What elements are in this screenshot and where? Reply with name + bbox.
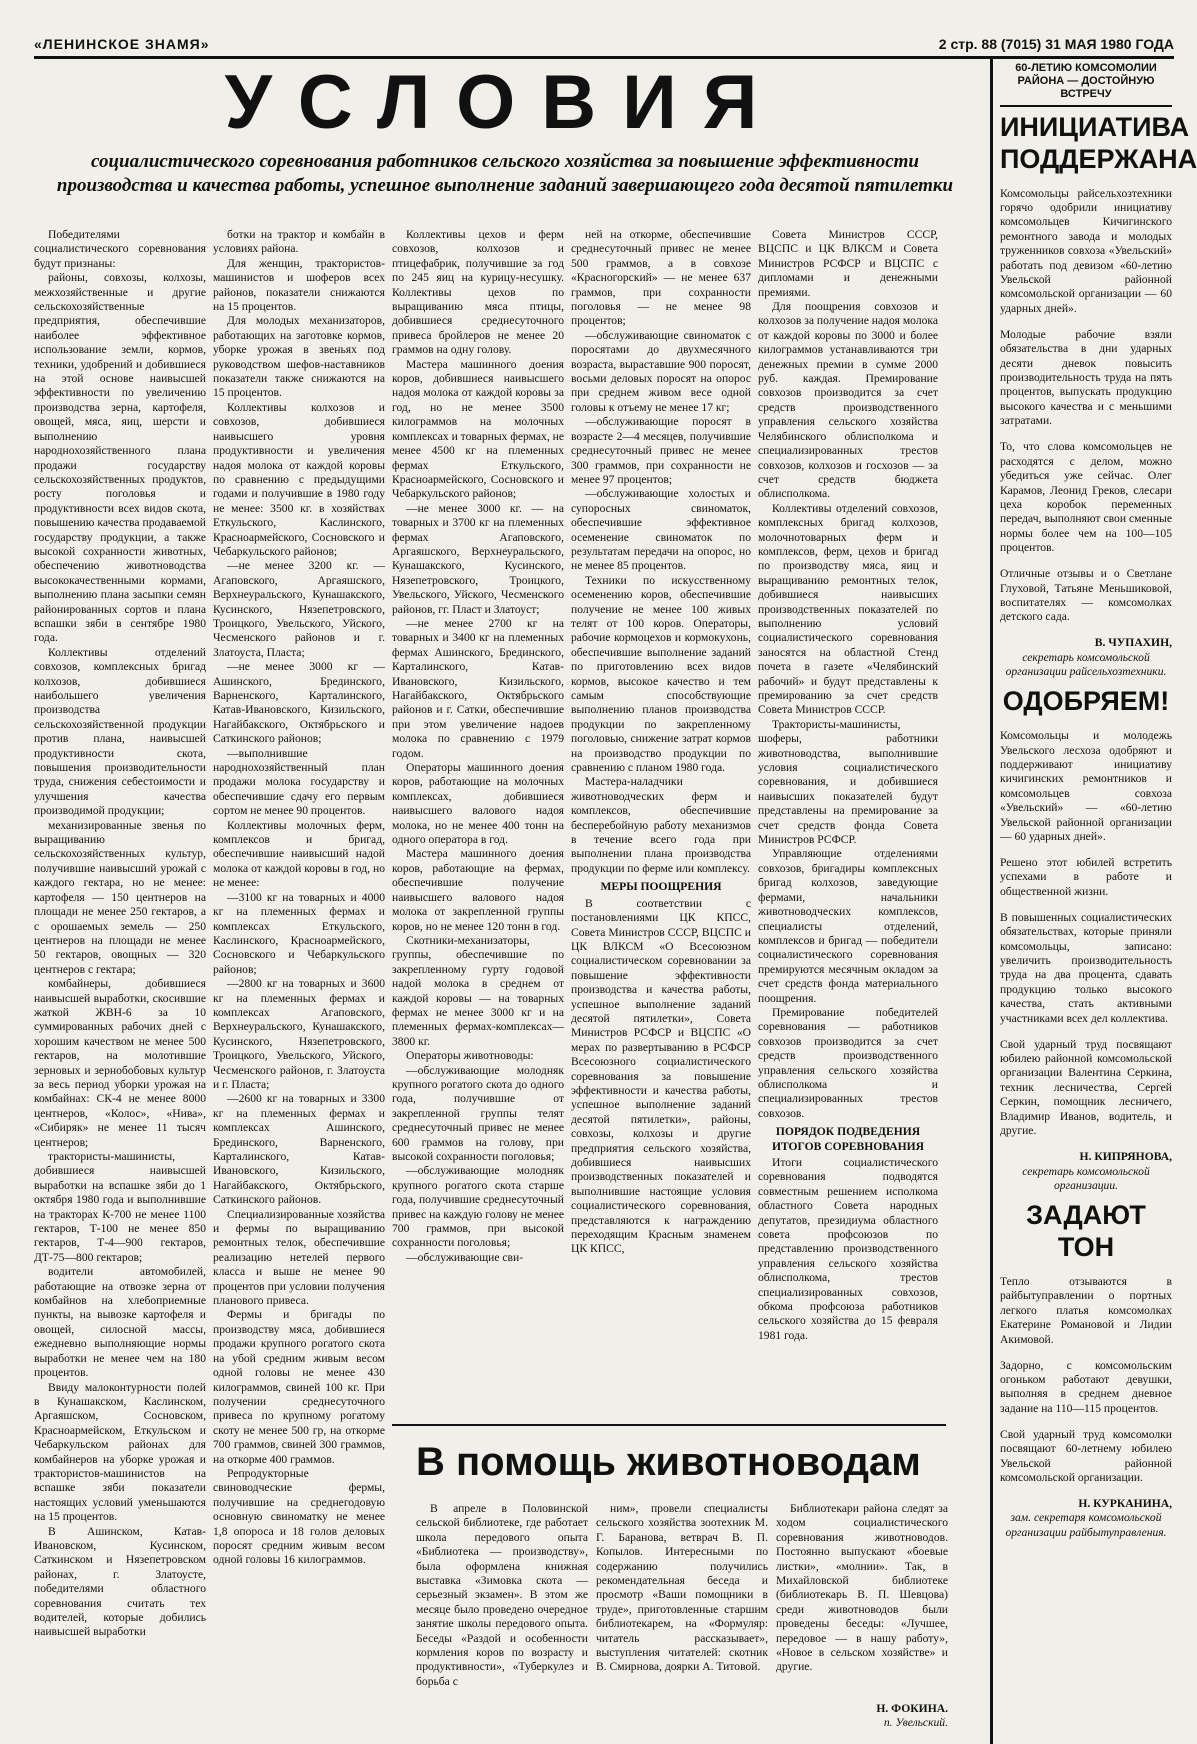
paragraph: —обслуживающие холостых и супоросных свиноматок, обеспечившие эффективное осеменение свиноматок по результатам передачи на опорос, но не менее 85 процентов.	[571, 487, 751, 573]
paragraph: Премирование победителей соревнования — работников совхозов производится за счет средств производственного управления сельского хозяйства облисполкома и специализированных трестов совхозов.	[758, 1005, 938, 1120]
paragraph: Для женщин, трактористов-машинистов и шоферов всех районов, показатели снижаются на 15 процентов.	[213, 256, 385, 314]
paragraph: В повышенных социалистических обязательствах, которые приняли комсомольцы, записано: увеличить производительность труда на два процента, сдавать продукцию только высокого качества, стать активными участниками всех дел коллектива.	[1000, 910, 1172, 1025]
paragraph: Итоги социалистического соревнования подводятся совместным решением исполкома областного Совета народных депутатов, президиума областного совета профсоюзов по представлению производственного управления сельского хозяйства облисполкома, трестов специализированных совхозов, обкома профсоюза работников сельского хозяйства до 15 февраля 1981 года.	[758, 1156, 938, 1342]
headline-set-tone: ЗАДАЮТ ТОН	[1026, 1200, 1146, 1263]
signature-chupakhin	[1000, 636, 1172, 679]
paragraph: Мастера машинного доения коров, работающие на фермах, обеспечившие получение наивысшего валового надоя молока от закрепленной группы коров, но не менее 120 тонн в год.	[392, 847, 564, 933]
paragraph: —обслуживающие сви-	[406, 1250, 524, 1264]
paragraph: Специализированные хозяйства и фермы по выращиванию ремонтных телок, обеспечившие реализацию нетелей первого класса и выше не менее 90 процентов при условии получения планового привеса.	[213, 1207, 385, 1308]
paragraph: —не менее 3000 кг. — на товарных и 3700 кг на племенных фермах Агаповского, Аргаяшского, Верхнеуральского, Кунашакского, Кусинского, Нязепетровского, Троицкого, Увельского, Уйского, Чесменского районов, гг. Пласт и Златоуст;	[392, 501, 564, 616]
paragraph: трактористы-машинисты, добившиеся наивысшей выработки на вспашке зяби до 1 октября 1980 года и выполнившие на тракторах К-700 не менее 1100 гектаров, Т-100 не менее 850 гектаров, Т-4—900 гектаров, ДТ-75—800 гектаров;	[34, 1150, 206, 1264]
paragraph: ней на откорме, обеспечившие среднесуточный привес не менее 500 граммов, а в совхозе «Красногорский» — не менее 637 граммов, при сохранности поголовья — не менее 98 процентов;	[571, 228, 751, 328]
paragraph: Комсомольцы райсельхозтехники горячо одобрили инициативу комсомольцев Кичигинского ремонтного завода и молодых труженников совхоза «Увельский» работать под девизом «60-летию Увельской районной комсомольской организации — 60 ударных дней».	[1000, 186, 1172, 315]
paragraph: Комсомольцы и молодежь Увельского лесхоза одобряют и поддерживают инициативу кичигинских ремонтников и комсомольцев совхоза «Увельский» — «60-летию Увельской районной организации — 60 ударных дней».	[1000, 729, 1172, 843]
paragraph: Операторы животноводы:	[406, 1049, 534, 1063]
paragraph: То, что слова комсомольцев не расходятся с делом, можно убедиться уже сейчас. Олег Карамов, Леонид Греков, слесари цеха коробок переменных передач, выполняют свои сменные нормы более чем на 100—105 процентов.	[1000, 440, 1172, 555]
paragraph: Коллективы колхозов и совхозов, добившиеся наивысшего уровня продуктивности и увеличения надоя молока от каждой коровы по сравнению с предыдущими годами и получившие в 1980 году не менее: 3500 кг. в хозяйствах Еткульского, Каслинского, Красноармейского, Сосновского и Чебаркульского районов;	[213, 400, 385, 558]
paragraph: —не менее 3000 кг — Ашинского, Брединского, Варненского, Карталинского, Катав-Ивановского, Кизильского, Нагайбакского, Октябрьского и Саткинского районов;	[213, 660, 385, 746]
paragraph: механизированные звенья по выращиванию сельскохозяйственных культур, получившие наивысший урожай с каждого гектара, но не менее: картофеля — 150 центнеров на площади не менее 250 гектаров, а с орошаемых земель — 250 центнеров на площади не менее 50 гектаров, овощных — 320 центнеров с гектара;	[34, 818, 206, 976]
signature-kurkanina	[1000, 1497, 1172, 1540]
paragraph: ним», провели специалисты сельского хозяйства зоотехник М. Г. Баранова, ветврач В. П. Копылов. Интересными по содержанию получились рекомендательная беседа и просмотр «Ваши помощники в труде», приготовленные старшим библиотекарем, на «Формуляр: читатель рассказывает», выступления читателей: скотник В. Смирнова, доярки А. Титовой.	[596, 1502, 768, 1674]
paragraph: —2800 кг на товарных и 3600 кг на племенных фермах и комплексах Агаповского, Верхнеуральского, Кунашакского, Кусинского, Нязепетровского, Троицкого, Увельского, Уйского, Чесменского районов, г. Златоуста и г. Пласта;	[213, 977, 385, 1091]
paragraph: Тепло отзываются в райбытуправлении о портных легкого платья комсомолках Екатерине Романовой и Лидии Акимовой.	[1000, 1274, 1172, 1346]
paragraph: районы, совхозы, колхозы, межхозяйственные и другие сельскохозяйственные предприятия, обеспечившие наиболее эффективное использование земли, кормов, техники, удобрений и добившиеся на этой основе наивысшей эффективности по увеличению производства зерна, картофеля, овощей, мяса, яиц, шерсти и выполнению народнохозяйственного плана продажи государству сельскохозяйственных продуктов, росту поголовья и продуктивности всех видов скота, повышению качества продаваемой государству продукции, а также высокой сохранности животных, обеспечению животноводства высококачественными кормами, выполнению плана засыпки семян районированных сортов и плана вспашки зяби в сентябре 1980 года.	[34, 271, 206, 645]
signature-kipryanova	[1000, 1150, 1172, 1193]
masthead	[34, 36, 1174, 56]
paragraph: Совета Министров СССР, ВЦСПС и ЦК ВЛКСМ и Совета Министров РСФСР и ВЦСПС с дипломами и денежными премиями.	[758, 228, 938, 299]
paragraph: Репродукторные свиноводческие фермы, получившие на среднегодовую основную свиноматку не менее 1,8 опороса и 18 голов деловых поросят средним живым весом одной головы 16 килограммов.	[213, 1466, 385, 1567]
box-column-3	[776, 1502, 948, 1702]
box-signature	[776, 1702, 948, 1731]
box-title: В помощь животноводам	[416, 1440, 921, 1484]
headline-initiative: ИНИЦИАТИВА ПОДДЕРЖАНА	[1000, 112, 1197, 174]
section-heading: МЕРЫ ПООЩРЕНИЯ	[600, 880, 722, 894]
paragraph: Молодые рабочие взяли обязательства в дни ударных десяти дневок повысить производительность труда на пять процентов, выпускать продукцию высокого качества и с меньшими затратами.	[1000, 327, 1172, 428]
newspaper-name: «ЛЕНИНСКОЕ ЗНАМЯ»	[34, 36, 210, 52]
box-column-2	[596, 1502, 768, 1732]
paragraph: —обслуживающие свиноматок с поросятами до двухмесячного возраста, выраставшие 900 поросят, восьми деловых поросят на опорос при среднем живом весе одной головы к отъему не менее 17 кг;	[571, 328, 751, 414]
paragraph: Отличные отзывы и о Светлане Глуховой, Татьяне Меньшиковой, воспитателях — комсомолках детского сада.	[1000, 567, 1172, 624]
paragraph: —обслуживающие молодняк крупного рогатого скота старше года, получившие среднесуточный привес на каждую голову не менее 700 граммов, при высокой сохранности поголовья;	[392, 1164, 564, 1250]
paragraph: комбайнеры, добившиеся наивысшей выработки, скосившие жаткой ЖВН-6 за 10 суммированных рабочих дней с хорошим качеством не менее 500 гектаров, на молотившие зерновых и зернобобовых культур за весь период уборки урожая на комбайнах: СК-4 не менее 8000 центнеров, «Колос», «Нива», «Сибиряк» не менее 11 тысяч центнеров;	[34, 977, 206, 1149]
paragraph: —обслуживающие молодняк крупного рогатого скота до одного года, получившие от закрепленной группы телят среднесуточный привес не менее 600 граммов на голову, при высокой сохранности поголовья;	[392, 1063, 564, 1163]
paragraph: В апреле в Половинской сельской библиотеке, где работает школа передового опыта «Библиотека — производству», была оформлена книжная выставка «Зимовка скота — серьезный экзамен». В этом же месяце было проведено очередное занятие школы передового опыта. Беседы «Раздой и особенности кормления коров по возрасту и продуктивности», «Туберкулез и борьба с	[416, 1502, 588, 1688]
signature-name: В. ЧУПАХИН,	[1094, 636, 1172, 650]
paragraph: Задорно, с комсомольским огоньком работают девушки, выполняя в среднем дневное задание на 110—115 процентов.	[1000, 1358, 1172, 1415]
article-column-5	[758, 228, 938, 1408]
paragraph: Коллективы отделений совхозов, комплексных бригад колхозов, молочнотоварных ферм и комплексов, ферм, цехов и бригад по производству мяса, яиц и выращиванию ремонтных телок, добившиеся наивысших производственных показателей по выполнению условий социалистического соревнования заносятся на областной Стенд почета в газете «Челябинский рабочий» и будут представлены к премированию за счет средств Совета Министров СССР.	[758, 501, 938, 717]
article-set-tone	[1000, 1275, 1172, 1485]
paragraph: Операторы машинного доения коров, работающие на молочных комплексах, добившиеся наивысшего валового надоя молока, но не менее 400 тонн на одного оператора в год.	[392, 761, 564, 847]
signature-name: Н. КУРКАНИНА,	[1078, 1496, 1172, 1510]
paragraph: Свой ударный труд комсомолки посвящают 60-летнему юбилею Увельской районной комсомольской организации.	[1000, 1427, 1172, 1484]
sidebar-kicker-rule	[1000, 105, 1172, 107]
paragraph: Для поощрения совхозов и колхозов за получение надоя молока от каждой коровы по 3000 и более килограммов устанавливаются три денежных премии в сумме 2000 руб. каждая. Премирование совхозов производится за счет средств производственного управления сельского хозяйства Челябинского облисполкома и специализированных трестов совхозов, колхозов и госхозов — за счет средств бюджета облисполкома.	[758, 300, 939, 501]
paragraph: Решено этот юбилей встретить успехами в работе и общественной жизни.	[1000, 856, 1172, 898]
signature-title: секретарь комсомольской организации райсельхозтехники.	[1005, 650, 1167, 679]
box-signature-place: п. Увельский.	[883, 1716, 948, 1730]
signature-title: секретарь комсомольской организации.	[1022, 1164, 1150, 1192]
paragraph: Ввиду малоконтурности полей в Кунашакском, Каслинском, Аргаяшском, Сосновском, Красноармейском, Еткульском и Чебаркульском районах для комбайнеров на уборке урожая и трактористов-машинистов на вспашке зяби показатели настоящих условий уменьшаются на 15 процентов.	[34, 1380, 206, 1524]
paragraph: ботки на трактор и комбайн в условиях района.	[213, 228, 385, 256]
paragraph: —3100 кг на товарных и 4000 кг на племенных фермах и комплексах Еткульского, Каслинского, Красноармейского, Сосновского и Чебаркульского районов;	[213, 890, 385, 976]
sidebar	[1000, 62, 1197, 1742]
paragraph: —не менее 2700 кг на товарных и 3400 кг на племенных фермах Ашинского, Брединского, Карталинского, Катав-Ивановского, Кизильского, Нагайбакского, Октябрьского районов и г. Сатки, обеспечившие при этом увеличение надоев молока по сравнению с 1979 годом.	[392, 616, 564, 760]
article-subtitle: социалистического соревнования работников сельского хозяйства за повышение эффективности производства и качества работы, успешное выполнение заданий завершающего года десятой пятилетки	[56, 151, 954, 196]
box-column-1	[416, 1502, 588, 1732]
article-title: УСЛОВИЯ	[224, 60, 784, 145]
paragraph: Свой ударный труд посвящают юбилею районной комсомольской организации Валентина Серкина, техник лесничества, Сергей Серкин, помощник лесничего, Владимир Иванов, водитель, и другие.	[1000, 1037, 1172, 1138]
paragraph: Управляющие отделениями совхозов, бригадиры комплексных бригад колхозов, заведующие фермами, начальники животноводческих комплексов, специалисты отделений, комплексов и бригад — победители социалистического соревнования премируются месячным окладом за счет средств фонда материального поощрения.	[758, 847, 938, 1005]
paragraph: В соответствии с постановлениями ЦК КПСС, Совета Министров СССР, ВЦСПС и ЦК ВЛКСМ «О Всесоюзном социалистическом соревновании за повышение эффективности производства и качества работы, успешное выполнение заданий десятой пятилетки», Совета Министров РСФСР и ВЦСПС «О мерах по развертыванию в РСФСР Всесоюзного социалистического соревнования за повышение эффективности и качества работы, успешное выполнение заданий десятой пятилетки», районы, совхозы, колхозы и другие предприятия сельского хозяйства, добившиеся наивысших производственных показателей и выполнившие настоящие условия социалистического соревнования, представляются к награждению переходящим Красным знаменем ЦК КПСС,	[571, 896, 751, 1256]
article-column-4	[571, 228, 751, 1408]
article-column-1	[34, 228, 206, 1735]
paragraph: Коллективы цехов и ферм совхозов, колхозов и птицефабрик, получившие за год по 245 яиц на курицу-несушку. Коллективы цехов по выращиванию мяса птицы, добившиеся среднесуточного привеса бройлеров не менее 20 граммов на одну голову.	[392, 228, 564, 357]
issue-info: 2 стр. 88 (7015) 31 МАЯ 1980 ГОДА	[938, 36, 1174, 52]
article-column-3	[392, 228, 564, 1408]
box-top-rule	[392, 1424, 946, 1426]
article-initiative	[1000, 187, 1172, 625]
signature-name: Н. КИПРЯНОВА,	[1079, 1150, 1172, 1164]
paragraph: Трактористы-машинисты, шоферы, работники животноводства, выполнившие условия социалистического соревнования, и добившиеся наивысших показателей будут представлены на премирование за счет средств фонда Совета Министров РСФСР.	[758, 717, 938, 847]
paragraph: Мастера машинного доения коров, добившиеся наивысшего надоя молока от каждой коровы за год, но не менее 3500 килограммов на молочных комплексах и товарных фермах, не менее 4500 кг на племенных фермах Еткульского, Красноармейского, Сосновского и Чебаркульского районов;	[392, 357, 564, 501]
section-heading: ПОРЯДОК ПОДВЕДЕНИЯ ИТОГОВ СОРЕВНОВАНИЯ	[771, 1125, 925, 1153]
paragraph: —2600 кг на товарных и 3300 кг на племенных фермах и комплексах Ашинского, Брединского, Варненского, Карталинского, Катав-Ивановского, Кизильского, Нагайбакского, Октябрьского, Саткинского районов.	[213, 1092, 385, 1207]
article-column-2	[213, 228, 385, 1735]
article-approve	[1000, 729, 1172, 1138]
paragraph: В Ашинском, Катав-Ивановском, Кусинском, Саткинском и Нязепетровском районах, г. Златоусте, победителями областного соревнования считать тех водителей, которые добились наивысшей выработки	[34, 1524, 206, 1639]
paragraph: Коллективы молочных ферм, комплексов и бригад, обеспечившие наивысший надой молока от каждой коровы в год, но не менее:	[213, 818, 385, 890]
paragraph: Скотники-механизаторы, группы, обеспечившие по закрепленному гурту годовой надой молока в среднем от каждой коровы — на товарных фермах не менее 3000 кг и на племенных фермах-комплексах—3800 кг.	[392, 933, 564, 1048]
paragraph: Коллективы отделений совхозов, комплексных бригад колхозов, добившиеся наибольшего увеличения производства сельскохозяйственной продукции против плана, наивысшей продуктивности скота, повышения производительности труда, снижения себестоимости и улучшения качества производимой продукции;	[34, 645, 206, 818]
paragraph: Победителями социалистического соревнования будут признаны:	[34, 228, 206, 270]
paragraph: Фермы и бригады по производству мяса, добившиеся продажи крупного рогатого скота на убой средним живым весом одной головы не менее 430 килограммов, свиней 100 кг. При получении среднесуточного привеса по крупному рогатому скоту не менее 500 гр, на откорме 700 граммов, свиней 300 граммов, на откорме 400 граммов.	[213, 1308, 385, 1466]
paragraph: —не менее 3200 кг. — Агаповского, Аргаяшского, Верхнеуральского, Кунашакского, Кусинского, Нязепетровского, Троицкого, Увельского, Уйского, Чесменского районов и г. Златоуста, Пласта;	[213, 559, 385, 659]
sidebar-kicker: 60-ЛЕТИЮ КОМСОМОЛИИ РАЙОНА — ДОСТОЙНУЮ ВСТРЕЧУ	[1015, 62, 1157, 100]
paragraph: —выполнившие народнохозяйственный план продажи молока государству и обеспечившие сдачу его первым сортом не менее 90 процентов.	[213, 746, 385, 818]
paragraph: водители автомобилей, работающие на отвозке зерна от комбайнов на хлебоприемные пункты, на вывозке картофеля и овощей, силосной массы, ежедневно выполняющие нормы выработки не менее чем на 180 процентов.	[34, 1265, 206, 1380]
headline-approve: ОДОБРЯЕМ!	[1002, 685, 1170, 716]
paragraph: Мастера-наладчики животноводческих ферм и комплексов, обеспечившие бесперебойную работу механизмов в течение всего года при выполнении плана производства продукции по ферме или комплексу.	[571, 775, 751, 875]
paragraph: —обслуживающие поросят в возрасте 2—4 месяцев, получившие среднесуточный привес не менее 300 граммов, при сохранности не менее 97 процентов;	[571, 415, 751, 486]
sidebar-rule	[990, 58, 993, 1744]
paragraph: Библиотекари района следят за ходом социалистического соревнования животноводов. Постоянно выпускают «боевые листки», «молнии». Так, в Михайловской библиотеке (библиотекарь В. П. Шевцова) среди животноводов были проведены беседы: «Лучшее, передовое — в нашу работу», «Новое в сельском хозяйстве» и другие.	[776, 1502, 948, 1674]
paragraph: Для молодых механизаторов, работающих на заготовке кормов, уборке урожая в звеньях под руководством шефов-наставников показатели также снижаются на 15 процентов.	[213, 314, 385, 400]
signature-title: зам. секретаря комсомольской организации райбытуправления.	[1005, 1511, 1167, 1539]
box-signature-name: Н. ФОКИНА.	[876, 1702, 948, 1715]
paragraph: Техники по искусственному осеменению коров, обеспечившие получение не менее 100 живых телят от 100 коров. Операторы, рабочие кормоцехов и кормокухонь, обеспечившие выполнение заданий по приготовлению всех видов кормов, высокое качество и тем самым способствующие выполнению планов производства продукции по закрепленному поголовью, снижение затрат кормов на производство продукции по сравнению с планом 1980 года.	[571, 573, 751, 775]
